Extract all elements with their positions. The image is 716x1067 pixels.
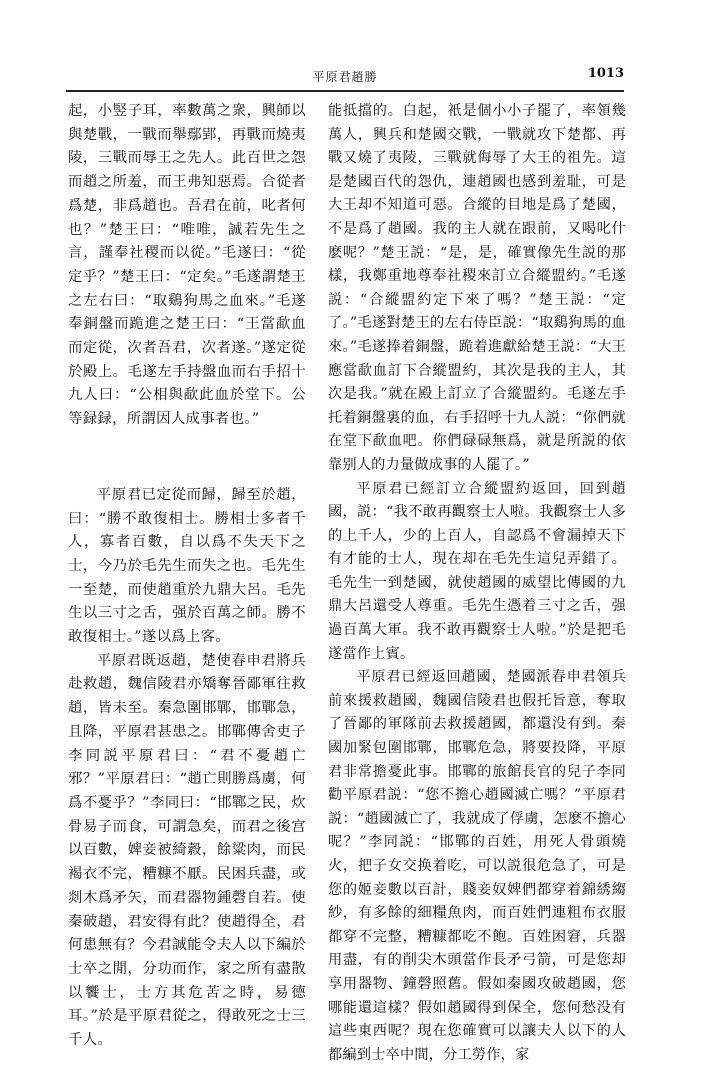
paragraph-gap xyxy=(68,432,306,484)
translation-column xyxy=(328,100,626,1067)
classical-paragraph-3: 平原君既返趙，楚使春申君將兵赴救趙，魏信陵君亦矯奪晉鄙軍往救趙，皆未至。秦急圍邯鄲，邯鄲急，且降，平原君甚患之。邯鄲傳舍吏子李同説平原君曰：“君不憂趙亡邪？”平原君曰：“趙亡則勝爲虜，何爲不憂乎？”李同曰：“邯鄲之民，炊骨易子而食，可謂急矣，而君之後宫以百數，婢妾被綺縠，餘粱肉，而民褐衣不完，糟糠不厭。民困兵盡，或剡木爲矛矢，而君器物鍾磬自若。使秦破趙，君安得有此？使趙得全，君何患無有？今君誠能令夫人以下編於士卒之閒，分功而作，家之所有盡散以饗士，士方其危苦之時，易德耳。”於是平原君從之，得敢死之士三千人。 xyxy=(68,652,306,1049)
translation-paragraph-3: 平原君已經返回趙國，楚國派春申君領兵前來援救趙國，魏國信陵君也假托旨意，奪取了晉鄙的軍隊前去救援趙國，都還没有到。秦國加緊包圍邯鄲，邯鄲危急，將要投降，平原君非常擔憂此事。邯鄲的旅館長官的兒子李同勸平原君説：“您不擔心趙國滅亡嗎？”平原君説：“趙國滅亡了，我就成了俘虜，怎麽不擔心呢？”李同説：“邯鄲的百姓，用死人骨頭燒火，把子女交换着吃，可以説很危急了，可是您的姬妾數以百計，賤妾奴婢們都穿着錦綉縐紗，有多餘的細糧魚肉，而百姓們連粗布衣服都穿不完整，糟糠都吃不飽。百姓困窘，兵器用盡，有的削尖木頭當作長矛弓箭，可是您却享用器物、鐘磬照舊。假如秦國攻破趙國，您哪能還這樣？假如趙國得到保全，您何愁没有這些東西呢？現在您確實可以讓夫人以下的人都編到士卒中間，分工勞作，家 xyxy=(328,669,626,1063)
classical-paragraph-1: 起，小竪子耳，率數萬之衆，興師以與楚戰，一戰而舉鄢郢，再戰而燒夷陵，三戰而辱王之先人。此百世之怨而趙之所羞，而王弗知惡焉。合從者爲楚，非爲趙也。吾君在前，叱者何也？”楚王曰：“唯唯，誠若先生之言，謹奉社稷而以從。”毛遂曰：“從定乎？”楚王曰：“定矣。”毛遂謂楚王之左右曰：“取鷄狗馬之血來。”毛遂奉銅盤而跪進之楚王曰：“王當歃血而定從，次者吾君，次者遂。”遂定從於殿上。毛遂左手持盤血而右手招十九人曰：“公相與歃此血於堂下。公等録録，所謂因人成事者也。” xyxy=(68,103,306,428)
classical-text-column xyxy=(68,100,306,1053)
page-number: 1013 xyxy=(587,66,624,81)
translation-paragraph-2: 平原君已經訂立合縱盟約返回，回到趙國，説：“我不敢再觀察士人啦。我觀察士人多的上千人，少的上百人，自認爲不會漏掉天下有才能的士人，現在却在毛先生這兒弄錯了。毛先生一到楚國，就使趙國的威望比傳國的九鼎大呂還受人尊重。毛先生憑着三寸之舌，强過百萬大軍。我不敢再觀察士人啦。”於是把毛遂當作上賓。 xyxy=(328,480,626,662)
running-header xyxy=(66,60,624,86)
running-title: 平原君趙勝 xyxy=(312,70,378,84)
header-rule xyxy=(66,90,624,92)
translation-paragraph-1: 能抵擋的。白起，衹是個小小子罷了，率領幾萬人，興兵和楚國交戰，一戰就攻下楚都、再戰又燒了夷陵，三戰就侮辱了大王的祖先。這是楚國百代的怨仇，連趙國也感到羞耻，可是大王却不知道可惡。合縱的目地是爲了楚國，不是爲了趙國。我的主人就在跟前，又喝叱什麽呢？”楚王説：“是，是，確實像先生説的那樣，我鄭重地尊奉社稷來訂立合縱盟約。”毛遂説：“合縱盟約定下來了嗎？”楚王説：“定了。”毛遂對楚王的左右侍臣説：“取鷄狗馬的血來。”毛遂捧着銅盤，跪着進獻給楚王説：“大王應當歃血訂下合縱盟約，其次是我的主人，其次是我。”就在殿上訂立了合縱盟約。毛遂左手托着銅盤裏的血，右手招呼十九人説：“你們就在堂下歃血吧。你們碌碌無爲，就是所説的依靠别人的力量做成事的人罷了。” xyxy=(328,103,626,473)
classical-paragraph-2: 平原君已定從而歸，歸至於趙，曰：“勝不敢復相士。勝相士多者千人，寡者百數，自以爲不失天下之士，今乃於毛先生而失之也。毛先生一至楚，而使趙重於九鼎大呂。毛先生以三寸之舌，强於百萬之師。勝不敢復相士。”遂以爲上客。 xyxy=(68,486,306,646)
